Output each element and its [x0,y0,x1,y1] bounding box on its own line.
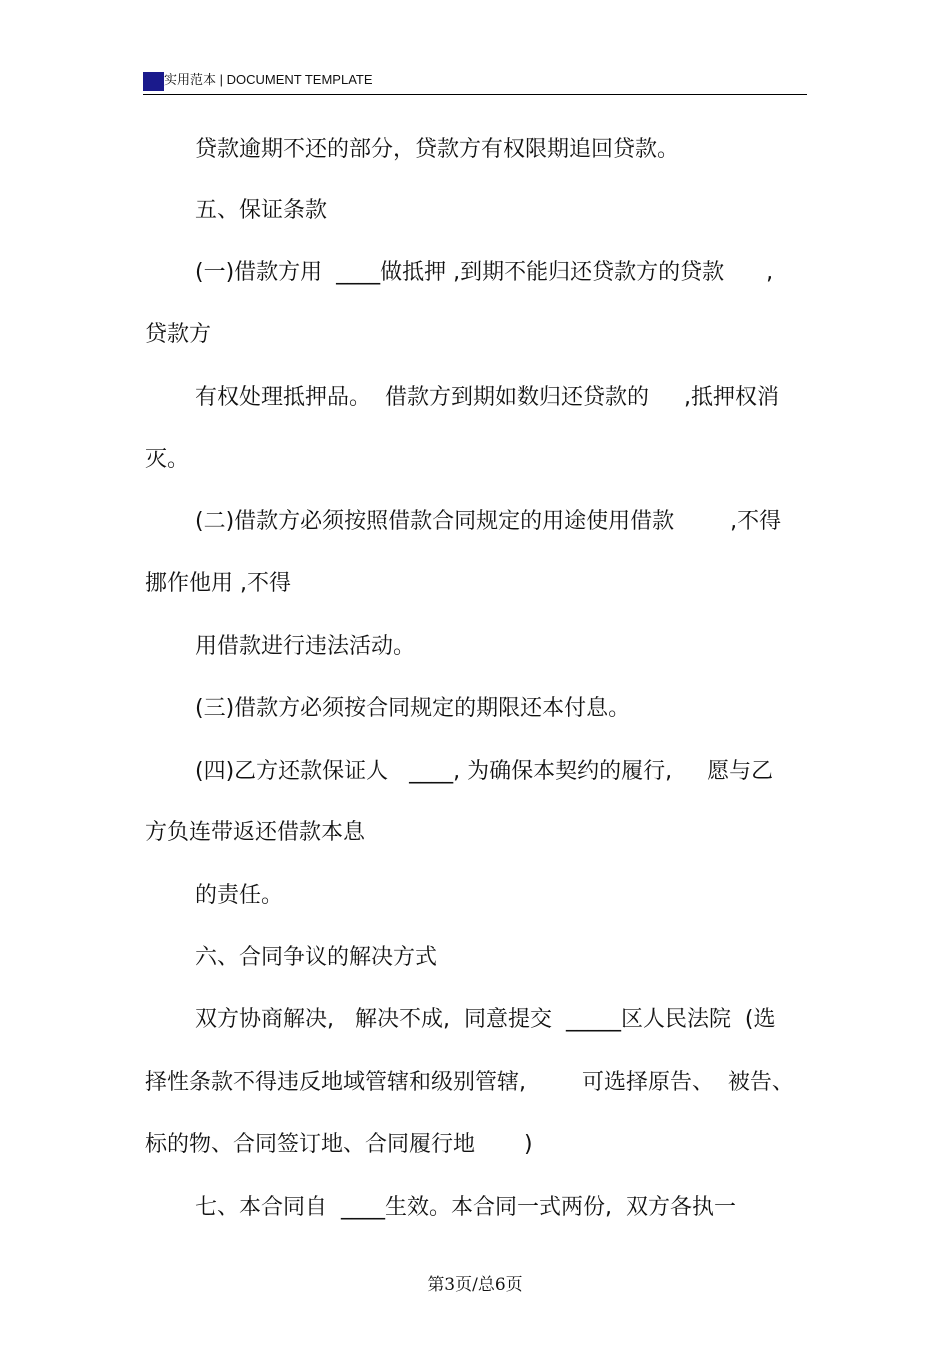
body-line: 标的物、合同签订地、合同履行地 ) [145,1132,533,1157]
body-line: (三)借款方必须按合同规定的期限还本付息。 [195,696,631,721]
body-line: 用借款进行违法活动。 [195,634,416,659]
body-line: 贷款逾期不还的部分，贷款方有权限期追回贷款。 [195,137,680,162]
body-line: (二)借款方必须按照借款合同规定的用途使用借款 ,不得 [195,509,782,534]
body-line: 方负连带返还借款本息 [145,820,366,845]
body-line: 择性条款不得违反地域管辖和级别管辖, 可选择原告、 被告、 [145,1070,794,1095]
body-line: (四)乙方还款保证人 ____, 为确保本契约的履行, 愿与乙 [195,759,774,784]
page-number: 第3页/总6页 [427,1275,523,1295]
body-line: 双方协商解决, 解决不成, 同意提交 _____区人民法院 (选 [195,1007,776,1032]
section-heading: 六、合同争议的解决方式 [195,945,438,970]
body-line: (一)借款方用 ____做抵押 ,到期不能归还贷款方的贷款 , [195,260,774,285]
body-line: 挪作他用 ,不得 [145,571,291,596]
body-line: 的责任。 [195,883,284,908]
section-heading: 五、保证条款 [195,198,328,223]
header-logo-square [143,72,164,91]
header-label: 实用范本 | DOCUMENT TEMPLATE [164,72,373,87]
page-header [143,70,807,95]
body-line: 贷款方 [145,322,212,347]
body-line: 七、本合同自 ____生效。本合同一式两份, 双方各执一 [195,1195,736,1220]
body-line: 有权处理抵押品。 借款方到期如数归还贷款的 ,抵押权消 [195,385,779,410]
body-line: 灭。 [145,447,190,472]
